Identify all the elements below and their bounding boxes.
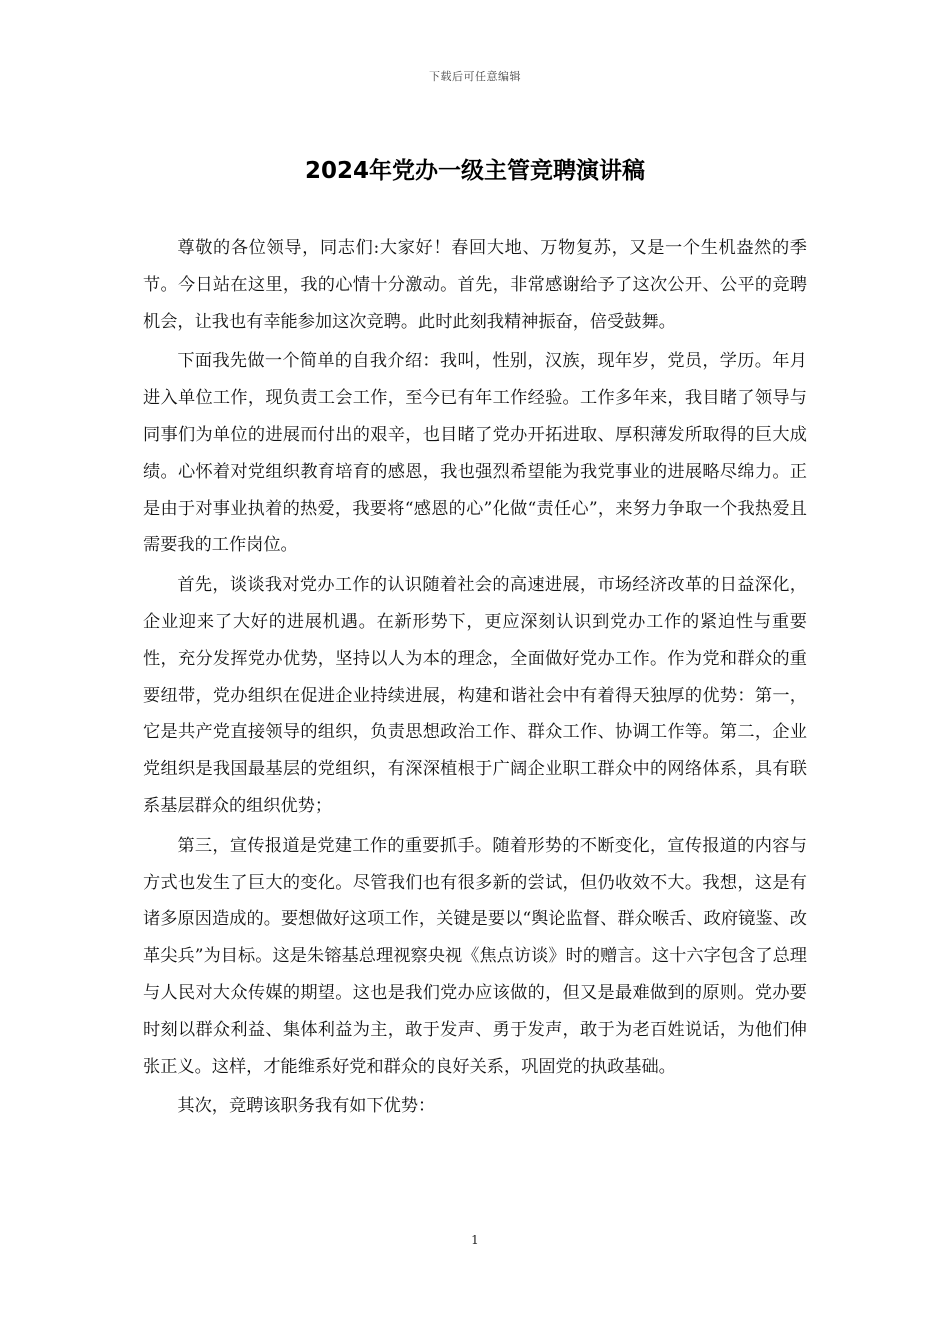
paragraph-self-introduction: 下面我先做一个简单的自我介绍：我叫，性别，汉族，现年岁，党员，学历。年月进入单位工作，现负责工会工作，至今已有年工作经验。工作多年来，我目睹了领导与同事们为单位的进展而付出的艰辛，也目睹了党办开拓进取、厚积薄发所取得的巨大成绩。心怀着对党组织教育培育的感恩，我也强烈希望能为我党事业的进展略尽绵力。正是由于对事业执着的热爱，我要将“感恩的心”化做“责任心”，来努力争取一个我热爱且需要我的工作岗位。 <box>143 351 807 556</box>
document-title: 2024年党办一级主管竞聘演讲稿 <box>304 158 645 184</box>
paragraph-publicity: 第三，宣传报道是党建工作的重要抓手。随着形势的不断变化，宣传报道的内容与方式也发生了巨大的变化。尽管我们也有很多新的尝试，但仍收效不大。我想，这是有诸多原因造成的。要想做好这项工作，关键是要以“舆论监督、群众喉舌、政府镜鉴、改革尖兵”为目标。这是朱镕基总理视察央视《焦点访谈》时的赠言。这十六字包含了总理与人民对大众传媒的期望。这也是我们党办应该做的，但又是最难做到的原则。党办要时刻以群众利益、集体利益为主，敢于发声、勇于发声，敢于为老百姓说话，为他们伸张正义。这样，才能维系好党和群众的良好关系，巩固党的执政基础。 <box>143 835 807 1077</box>
header-note: 下载后可任意编辑 <box>429 70 521 83</box>
paragraph-advantages-intro: 其次，竞聘该职务我有如下优势： <box>177 1096 436 1117</box>
paragraph-greeting: 尊敬的各位领导，同志们:大家好！春回大地、万物复苏，又是一个生机盎然的季节。今日站在这里，我的心情十分激动。首先，非常感谢给予了这次公开、公平的竞聘机会，让我也有幸能参加这次竞聘。此时此刻我精神振奋，倍受鼓舞。 <box>143 238 807 332</box>
paragraph-understanding: 首先，谈谈我对党办工作的认识随着社会的高速进展，市场经济改革的日益深化，企业迎来了大好的进展机遇。在新形势下，更应深刻认识到党办工作的紧迫性与重要性，充分发挥党办优势，坚持以人为本的理念，全面做好党办工作。作为党和群众的重要纽带，党办组织在促进企业持续进展，构建和谐社会中有着得天独厚的优势：第一，它是共产党直接领导的组织，负责思想政治工作、群众工作、协调工作等。第二，企业党组织是我国最基层的党组织，有深深植根于广阔企业职工群众中的网络体系，具有联系基层群众的组织优势； <box>143 575 807 816</box>
page-number: 1 <box>471 1233 479 1247</box>
document-body <box>143 230 807 1128</box>
